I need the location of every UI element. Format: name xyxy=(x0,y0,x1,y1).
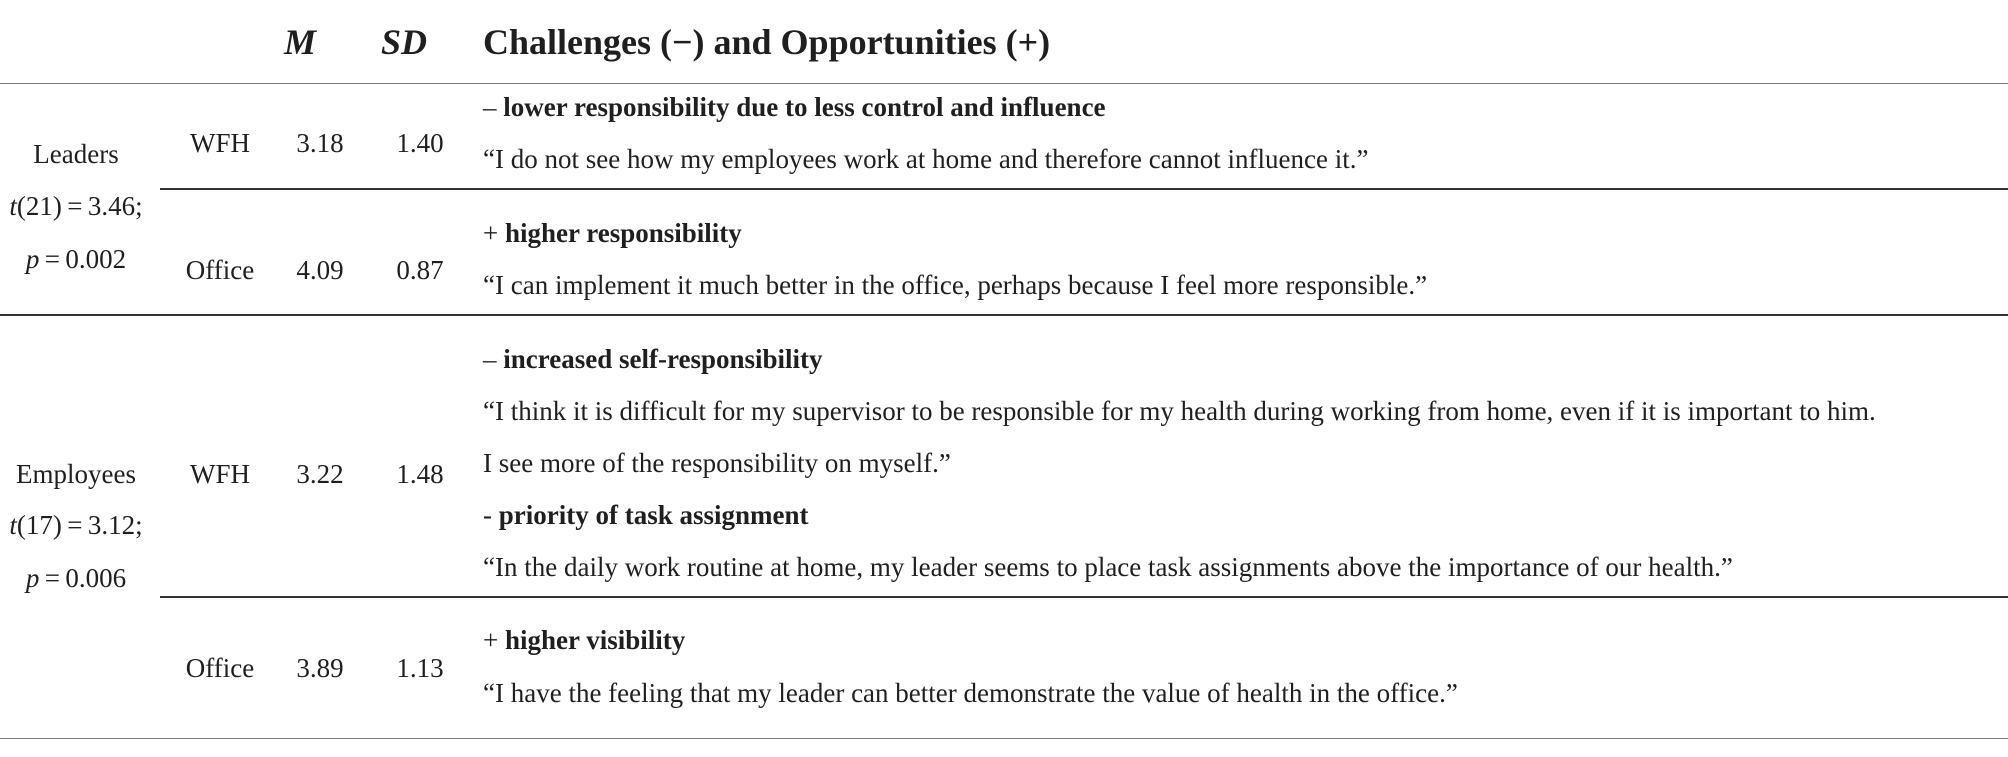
p-value: = 0.006 xyxy=(39,563,127,593)
quote-text: “I have the feeling that my leader can better demonstrate the value of health in the office.” xyxy=(483,678,1458,708)
value-m: 3.22 xyxy=(296,459,344,489)
header-m: M xyxy=(284,22,317,62)
header-rule xyxy=(0,83,2008,84)
t-value: (21) = 3.46; xyxy=(16,191,143,221)
group-name-leaders: Leaders xyxy=(33,139,119,169)
value-m: 4.09 xyxy=(296,255,344,285)
minus-sign: – xyxy=(483,92,497,122)
quote-text: “In the daily work routine at home, my leader seems to place task assignments above the importance of our health.” xyxy=(483,552,1733,582)
label-text: higher responsibility xyxy=(504,218,742,248)
value-m: 3.18 xyxy=(296,128,344,158)
value-m: 3.89 xyxy=(296,653,344,683)
label-text: priority of task assignment xyxy=(498,500,809,530)
t-symbol: t xyxy=(9,191,17,221)
plus-sign: + xyxy=(483,625,499,655)
value-sd: 1.48 xyxy=(396,459,444,489)
row-rule xyxy=(160,596,2008,598)
challenge-label xyxy=(483,502,809,529)
value-sd: 1.13 xyxy=(396,653,444,683)
label-text: increased self-responsibility xyxy=(503,344,823,374)
group-p-stat-leaders xyxy=(0,246,152,273)
setting-wfh: WFH xyxy=(190,128,250,158)
value-sd: 1.40 xyxy=(396,128,444,158)
p-symbol: p xyxy=(25,563,40,593)
quote-text: “I think it is difficult for my supervisor to be responsible for my health during working from home, even if it is important to him. xyxy=(483,396,1876,426)
group-t-stat-leaders xyxy=(0,193,152,220)
p-value: = 0.002 xyxy=(39,244,127,274)
group-p-stat-employees xyxy=(0,565,152,592)
minus-sign: – xyxy=(483,344,497,374)
opportunity-label xyxy=(483,627,685,654)
quote-text: “I can implement it much better in the office, perhaps because I feel more responsible.” xyxy=(483,270,1428,300)
setting-office: Office xyxy=(185,653,255,683)
value-sd: 0.87 xyxy=(396,255,444,285)
label-text: higher visibility xyxy=(504,625,686,655)
quote-text-continued: I see more of the responsibility on myself.” xyxy=(483,448,951,478)
opportunity-label xyxy=(483,220,742,247)
t-value: (17) = 3.12; xyxy=(16,510,143,540)
setting-office: Office xyxy=(185,255,255,285)
minus-sign: - xyxy=(483,500,492,530)
p-symbol: p xyxy=(25,244,40,274)
challenge-label xyxy=(483,94,1106,121)
header-sd: SD xyxy=(381,22,428,62)
group-rule xyxy=(0,314,2008,316)
setting-wfh: WFH xyxy=(190,459,250,489)
bottom-rule xyxy=(0,738,2008,739)
plus-sign: + xyxy=(483,218,499,248)
header-challenges-opportunities: Challenges (−) and Opportunities (+) xyxy=(483,22,1051,62)
t-symbol: t xyxy=(9,510,17,540)
challenge-label xyxy=(483,346,823,373)
label-text: lower responsibility due to less control and influence xyxy=(503,92,1106,122)
row-rule xyxy=(160,188,2008,190)
group-name-employees: Employees xyxy=(16,459,136,489)
quote-text: “I do not see how my employees work at home and therefore cannot influence it.” xyxy=(483,144,1369,174)
group-t-stat-employees xyxy=(0,512,152,539)
